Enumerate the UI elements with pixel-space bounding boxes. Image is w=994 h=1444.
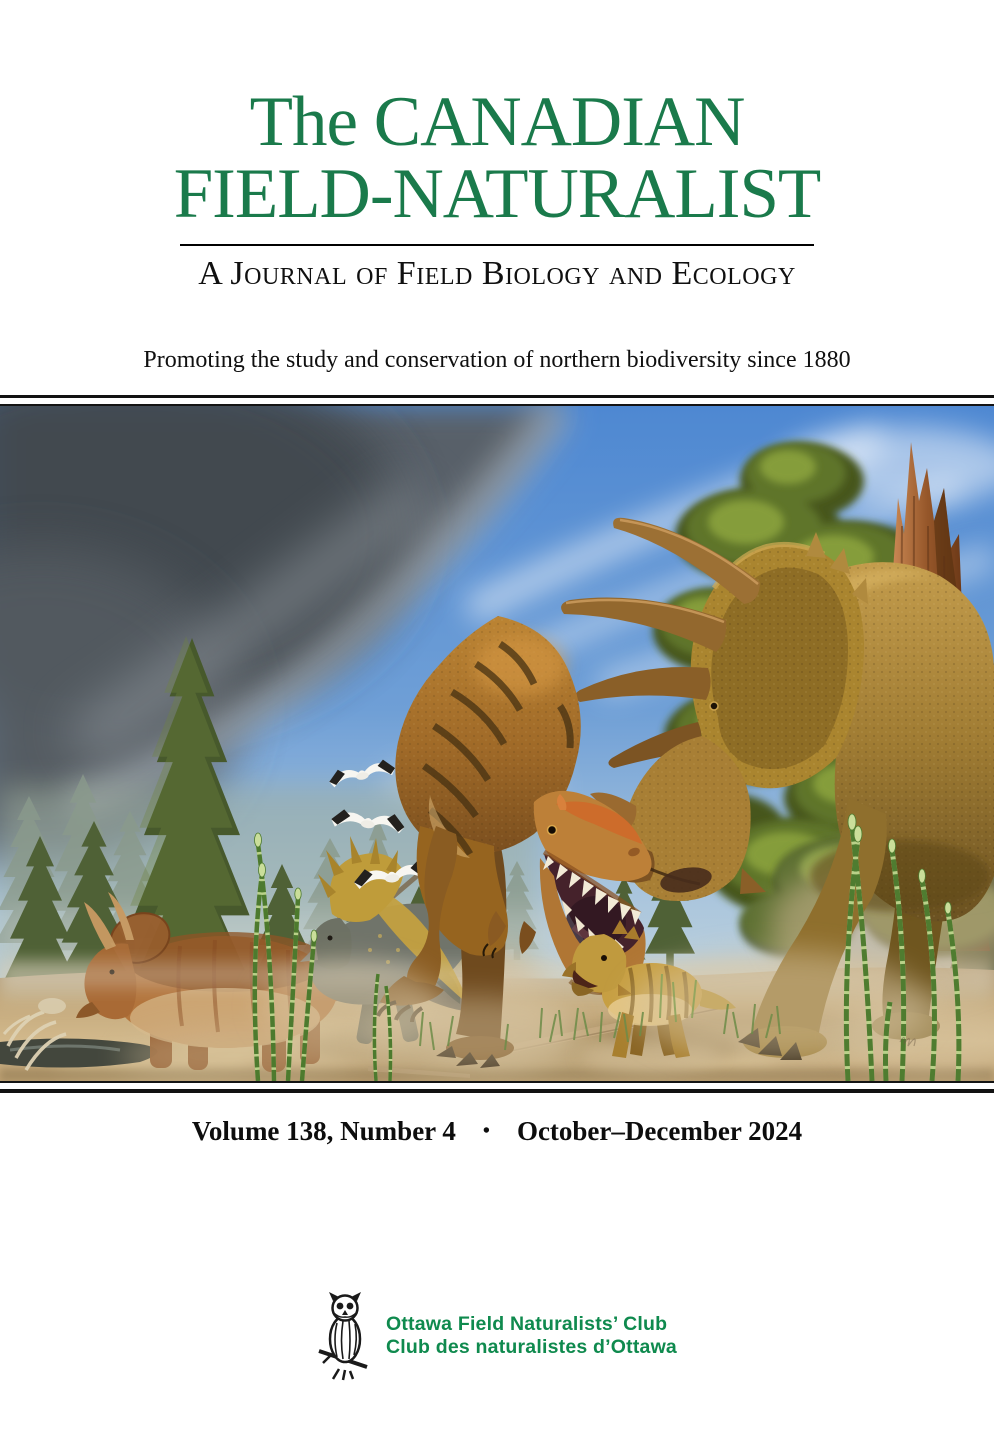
publisher-logo-block [0,1291,994,1381]
title-rule [180,244,814,246]
publisher-names [386,1313,677,1358]
issue-date: October–December 2024 [516,1115,803,1146]
cover-illustration-svg [0,406,994,1081]
publisher-name-fr: Club des naturalistes d’Ottawa [386,1335,677,1358]
masthead [0,0,994,374]
journal-subtitle: A Journal of Field Biology and Ecology [198,254,796,292]
bottom-divider-rule [0,1089,994,1093]
issue-volume: Volume 138, Number 4 [191,1115,456,1146]
issue-separator: • [482,1119,490,1142]
journal-title-line2: FIELD-NATURALIST [173,155,821,234]
journal-title-line1: The CANADIAN [249,83,745,161]
top-divider-rule [0,395,994,399]
journal-title [0,83,994,234]
tyrannosaur-eye [548,826,557,835]
cover-illustration [0,404,994,1083]
journal-tagline: Promoting the study and conservation of northern biodiversity since 1880 [143,346,851,373]
owl-icon [317,1291,373,1381]
issue-line [0,1116,994,1147]
publisher-name-en: Ottawa Field Naturalists’ Club [386,1313,668,1336]
